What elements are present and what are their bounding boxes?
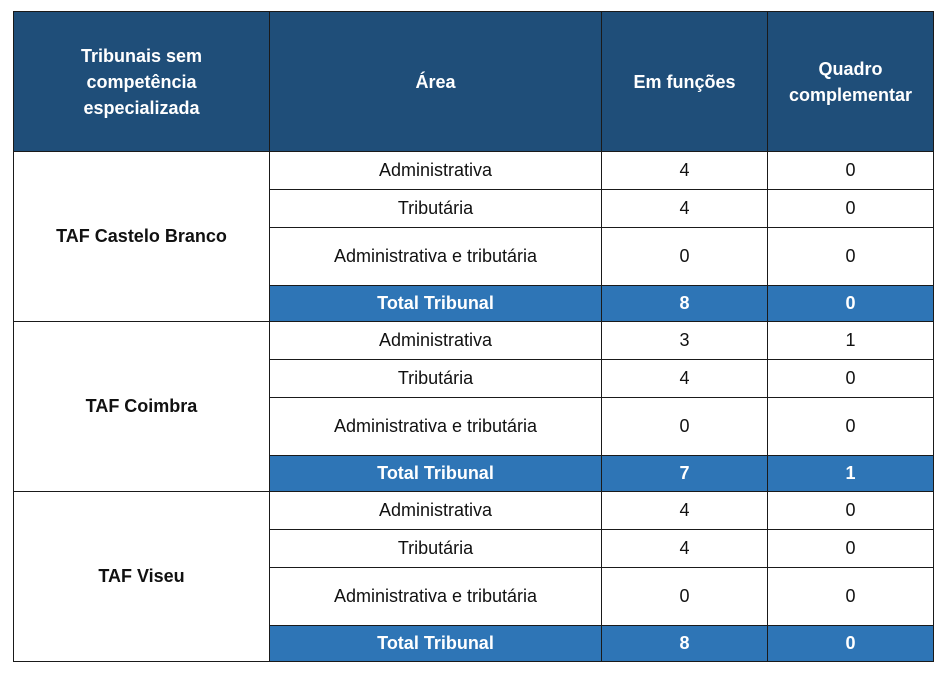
total-label: Total Tribunal (270, 626, 602, 662)
quadro-cell: 0 (768, 492, 934, 530)
header-quadro-line-2: complementar (788, 84, 913, 105)
area-cell: Administrativa e tributária (270, 228, 602, 286)
em-funcoes-cell: 0 (602, 228, 768, 286)
area-cell: Tributária (270, 530, 602, 568)
area-cell: Administrativa (270, 152, 602, 190)
quadro-cell: 0 (768, 568, 934, 626)
quadro-cell: 0 (768, 152, 934, 190)
em-funcoes-cell: 4 (602, 190, 768, 228)
area-cell: Tributária (270, 360, 602, 398)
em-funcoes-cell: 4 (602, 152, 768, 190)
area-cell: Administrativa e tributária (270, 398, 602, 456)
total-label: Total Tribunal (270, 286, 602, 322)
quadro-cell: 0 (768, 228, 934, 286)
em-funcoes-cell: 4 (602, 530, 768, 568)
header-quadro-complementar (768, 12, 934, 152)
quadro-cell: 0 (768, 360, 934, 398)
total-label: Total Tribunal (270, 456, 602, 492)
em-funcoes-cell: 4 (602, 360, 768, 398)
em-funcoes-cell: 4 (602, 492, 768, 530)
table-row (14, 152, 934, 190)
court-name: TAF Coimbra (14, 322, 270, 492)
header-area: Área (270, 12, 602, 152)
total-quadro: 1 (768, 456, 934, 492)
quadro-cell: 0 (768, 398, 934, 456)
quadro-cell: 0 (768, 530, 934, 568)
area-cell: Administrativa (270, 492, 602, 530)
court-name: TAF Viseu (14, 492, 270, 662)
em-funcoes-cell: 0 (602, 568, 768, 626)
area-cell: Administrativa e tributária (270, 568, 602, 626)
quadro-cell: 0 (768, 190, 934, 228)
header-tribunais-line-1: Tribunais sem (80, 45, 203, 66)
tribunais-table (13, 11, 934, 662)
total-em-funcoes: 8 (602, 286, 768, 322)
header-tribunais (14, 12, 270, 152)
header-quadro-line-1: Quadro (818, 58, 883, 79)
total-quadro: 0 (768, 286, 934, 322)
table-row (14, 322, 934, 360)
table-container (13, 11, 934, 662)
quadro-cell: 1 (768, 322, 934, 360)
header-row (14, 12, 934, 152)
header-em-funcoes: Em funções (602, 12, 768, 152)
em-funcoes-cell: 0 (602, 398, 768, 456)
area-cell: Tributária (270, 190, 602, 228)
total-em-funcoes: 8 (602, 626, 768, 662)
header-tribunais-line-3: especializada (83, 97, 200, 118)
court-name: TAF Castelo Branco (14, 152, 270, 322)
em-funcoes-cell: 3 (602, 322, 768, 360)
total-quadro: 0 (768, 626, 934, 662)
header-tribunais-line-2: competência (86, 71, 197, 92)
table-row (14, 492, 934, 530)
total-em-funcoes: 7 (602, 456, 768, 492)
area-cell: Administrativa (270, 322, 602, 360)
